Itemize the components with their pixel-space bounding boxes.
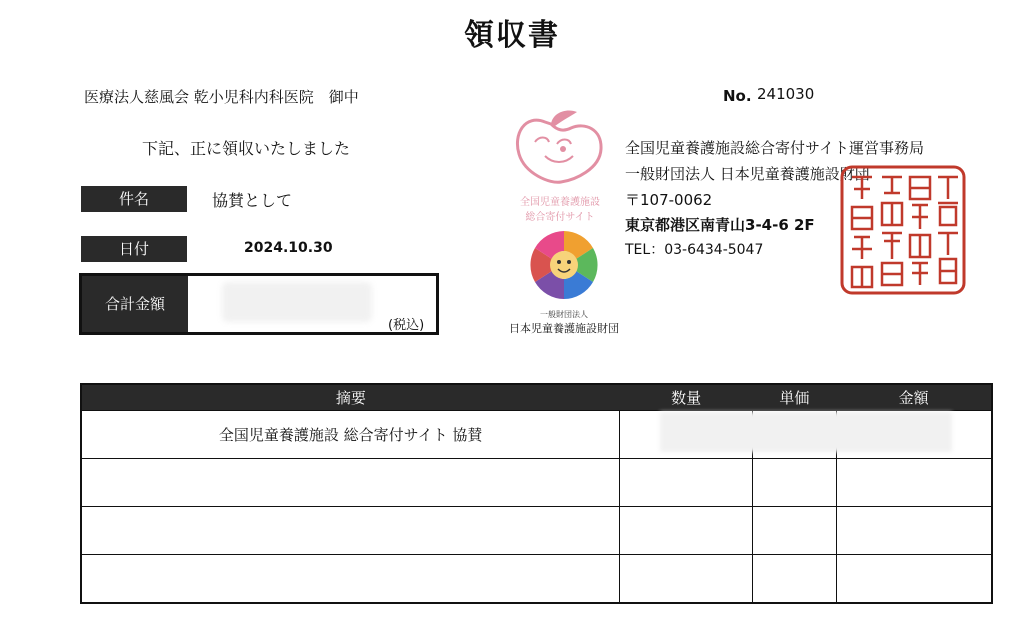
table-cell (752, 459, 836, 507)
column-header-quantity: 数量 (620, 384, 753, 411)
issuer-line1: 全国児童養護施設総合寄付サイト運営事務局 (625, 139, 924, 157)
total-label: 合計金額 (82, 276, 188, 332)
table-header-row (81, 384, 992, 411)
subject-value: 協賛として (212, 191, 293, 210)
subject-label: 件名 (81, 186, 187, 212)
logo-caption-line2: 総合寄付サイト (525, 212, 595, 223)
pinwheel-face-icon (494, 225, 634, 305)
table-cell (620, 555, 753, 604)
total-amount-redacted (222, 282, 372, 322)
table-cell (81, 555, 620, 604)
table-cell (836, 555, 992, 604)
date-label: 日付 (81, 236, 187, 262)
table-cell: 全国児童養護施設 総合寄付サイト 協賛 (81, 411, 620, 459)
column-header-unit-price: 単価 (752, 384, 836, 411)
page-title: 領収書 (464, 18, 560, 53)
table-cell (81, 507, 620, 555)
table-cell (752, 555, 836, 604)
table-row (81, 459, 992, 507)
donation-site-logo (505, 104, 615, 223)
logo-caption-small: 一般財団法人 (540, 310, 588, 319)
column-header-amount: 金額 (836, 384, 992, 411)
line-amounts-redacted (660, 412, 952, 452)
peach-heart-icon (505, 104, 615, 189)
company-seal (838, 163, 968, 301)
issuer-address: 東京都港区南青山3-4-6 2F (625, 216, 815, 234)
table-cell (752, 507, 836, 555)
column-header-description: 摘要 (81, 384, 620, 411)
table-cell (836, 507, 992, 555)
issuer-tel: TEL：03-6434-5047 (625, 242, 764, 258)
table-cell (81, 459, 620, 507)
doc-number-value: 241030 (757, 85, 815, 103)
seal-stamp-icon (838, 163, 968, 297)
table-cell (620, 459, 753, 507)
logo-caption-line1: 全国児童養護施設 (520, 197, 600, 208)
table-cell (836, 459, 992, 507)
table-cell (620, 507, 753, 555)
tax-note: (税込) (388, 318, 425, 333)
date-value: 2024.10.30 (244, 240, 333, 256)
issuer-line2: 一般財団法人 日本児童養護施設財団 (625, 165, 870, 183)
recipient-name: 医療法人慈風会 乾小児科内科医院 御中 (84, 88, 359, 106)
table-row (81, 555, 992, 604)
table-row (81, 507, 992, 555)
total-amount-box (79, 273, 439, 335)
foundation-logo (494, 225, 634, 336)
acknowledgement-text: 下記、正に領収いたしました (142, 139, 351, 158)
issuer-postal: 〒107-0062 (625, 191, 713, 209)
logo-caption-org: 日本児童養護施設財団 (509, 322, 619, 335)
doc-number-label: No. (723, 87, 752, 105)
